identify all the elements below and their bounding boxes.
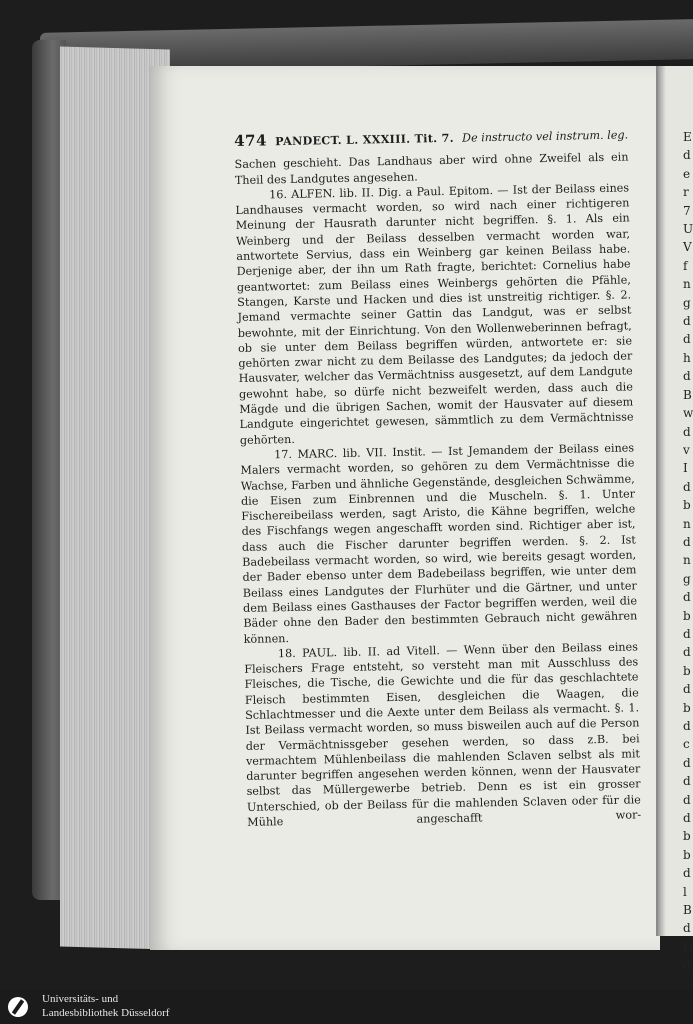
library-logo-icon (8, 997, 28, 1017)
library-footer (0, 990, 693, 1024)
library-name-line1: Universitäts- und (42, 993, 119, 1005)
facing-page (656, 66, 693, 973)
paragraph-18: 18. PAUL. lib. II. ad Vitell. — Wenn über den Beilass eines Fleischers Frage entsteht, so versteht man mit Ausschluss des Fleisches, die Tische, die Gewichte und die für das geschlachtete Fleisch bestimmten Eisen, desgleichen die Waagen, die Schlachtmesser und die Aexte unter dem Beilass als vermacht. §. 1. Ist Beilass vermacht worden, so muss bisweilen auch auf die Person der Vermächtnissgeber gesehen werden, so dass z.B. bei vermachtem Mühlenbeilass die mahlenden Sclaven selbst als mit darunter begriffen angesehen werden können, wenn der Hausvater selbst das Müllergewerbe betrieb. Denn es ist ein grosser Unterschied, ob der Beilass für die mahlenden Sclaven oder für die Mühle angeschafft wor- (244, 640, 642, 829)
paragraph-17: 17. MARC. lib. VII. Instit. — Ist Jemandem der Beilass eines Malers vermacht worden, so gehören zu dem Vermächtnisse die Wachse, Farben und ähnliche Gegenstände, desgleichen Schwämme, die Eisen zum Einbrennen und die Muscheln. §. 1. Unter Fischereibeilass werden, sagt Aristo, die Kähne begriffen, welche des Fischfangs wegen angeschafft worden sind. Richtiger aber ist, dass auch die Fischer darunter begriffen werden. §. 2. Ist Badebeilass vermacht worden, so wird, wie bereits gesagt worden, der Bader ebenso unter dem Badebeilass begriffen, wie unter dem Beilass eines Landgutes der Flurhüter und die Gärtner, und unter dem Beilass eines Gasthauses der Factor begriffen werden, weil die Bäder ohne den Bader den bestimmten Gebrauch nicht gewähren können. (240, 441, 638, 646)
paragraph-continuation: Sachen geschieht. Das Landhaus aber wird ohne Zweifel als ein Theil des Landgutes angesehen. (234, 150, 629, 187)
library-name-line2: Landesbibliothek Düsseldorf (42, 1007, 170, 1019)
library-name (42, 992, 169, 1020)
head-section: PANDECT. L. XXXIII. Tit. 7. (274, 130, 455, 149)
paragraph-16: 16. ALFEN. lib. II. Dig. a Paul. Epitom. — Ist der Beilass eines Landhauses vermacht worden, so wird nach einer richtigeren Meinung der Hausrath darunter nicht begriffen. §. 1. Als ein Weinberg und der Beilass desselben vermacht worden war, antwortete Servius, dass ein Weinberg gar keinen Beilass habe. Derjenige aber, der ihn um Rath fragte, berichtet: Cornelius habe geantwortet: zum Beilass eines Weinbergs gehörten die Pfähle, Stangen, Karste und Hacken und dies ist unstreitig richtiger. §. 2. Jemand vermachte seiner Gattin das Landgut, was er selbst bewohnte, mit der Einrichtung. Von den Wollenweberinnen befragt, ob sie unter dem Beilass begriffen würden, antwortete er: sie gehörten zwar nicht zu dem Beilasse des Landgutes; da jedoch der Hausvater, welcher das Vermächtniss ausgesetzt, auf dem Landgute gewohnt habe, so dürfe nicht bezweifelt werden, dass auch die Mägde und die übrigen Sachen, womit der Hausvater auf diesem Landgute eingerichtet gewesen, sämmtlich zu dem Vermächtnisse gehörten. (235, 181, 634, 447)
page-number: 474 (233, 131, 268, 150)
facing-page-edge-text: E d e r 7 U V f n g d d h d B w d v I d b n d n g d b d d b d b d c d d d d b b d l B d D d (683, 130, 693, 973)
head-title: De instructo vel instrum. leg. (461, 128, 629, 145)
page-text (234, 126, 641, 830)
page-gutter (658, 66, 666, 936)
